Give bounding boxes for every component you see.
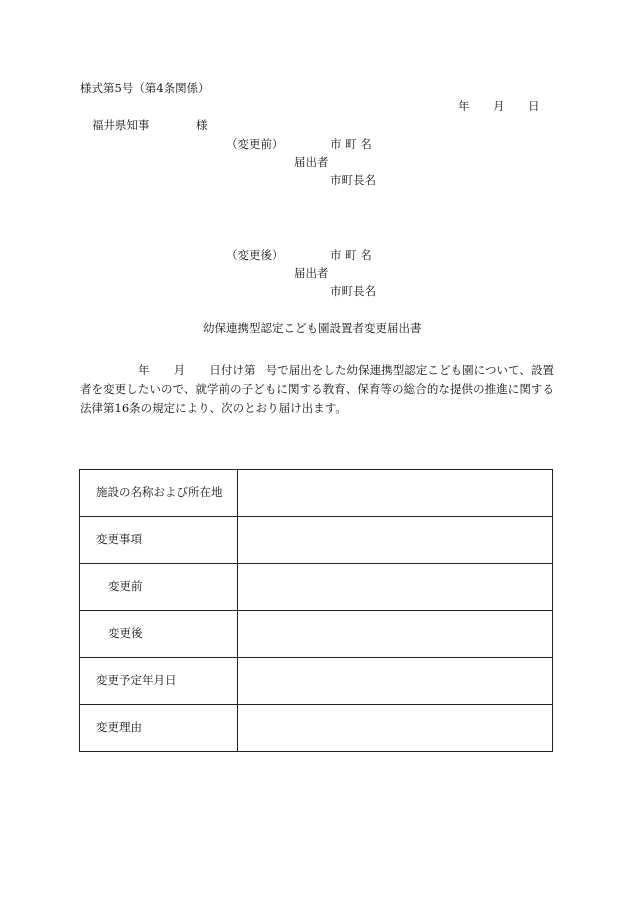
date-month-label: 月: [493, 99, 505, 113]
table-row: [80, 470, 553, 517]
row-label-before: 変更前: [80, 564, 238, 611]
form-number: 様式第5号（第4条関係）: [80, 81, 210, 95]
row-label-planned-date: 変更予定年月日: [80, 658, 238, 705]
after-notifier: 届出者: [294, 266, 329, 280]
after-mayor-name: 市町長名: [330, 284, 376, 298]
row-label-reason: 変更理由: [80, 705, 238, 752]
table-row: [80, 611, 553, 658]
row-label-after: 変更後: [80, 611, 238, 658]
table-row: [80, 658, 553, 705]
date-day-label: 日: [528, 99, 540, 113]
table-row: [80, 705, 553, 752]
before-label: （変更前）: [226, 137, 284, 151]
addressee-honorific: 様: [196, 118, 208, 132]
before-mayor-name: 市町長名: [330, 173, 376, 187]
row-value-reason[interactable]: [238, 705, 553, 752]
row-label-change-item: 変更事項: [80, 517, 238, 564]
addressee: 福井県知事: [92, 118, 150, 132]
before-notifier: 届出者: [294, 155, 329, 169]
after-city-name: 市 町 名: [330, 248, 372, 262]
row-value-planned-date[interactable]: [238, 658, 553, 705]
table-row: [80, 564, 553, 611]
row-value-facility[interactable]: [238, 470, 553, 517]
body-year: 年: [138, 363, 150, 377]
row-value-after[interactable]: [238, 611, 553, 658]
document-title: 幼保連携型認定こども園設置者変更届出書: [203, 321, 422, 335]
date-year-label: 年: [458, 99, 470, 113]
after-label: （変更後）: [226, 248, 284, 262]
body-number-rest: 号で届出をした幼保連携型認定こども園について、設置者を変更したいので、就学前の子どもに関する教育、保育等の総合的な提供の推進に関する法律第16条の規定により、次のとおり届け出ます。: [80, 363, 555, 415]
before-city-name: 市 町 名: [330, 137, 372, 151]
body-paragraph: [80, 361, 554, 418]
row-label-facility: 施設の名称および所在地: [80, 470, 238, 517]
body-month: 月: [173, 363, 186, 377]
row-value-change-item[interactable]: [238, 517, 553, 564]
change-details-table: [79, 469, 553, 752]
body-day-suffix: 日付け第: [209, 363, 256, 377]
row-value-before[interactable]: [238, 564, 553, 611]
table-row: [80, 517, 553, 564]
